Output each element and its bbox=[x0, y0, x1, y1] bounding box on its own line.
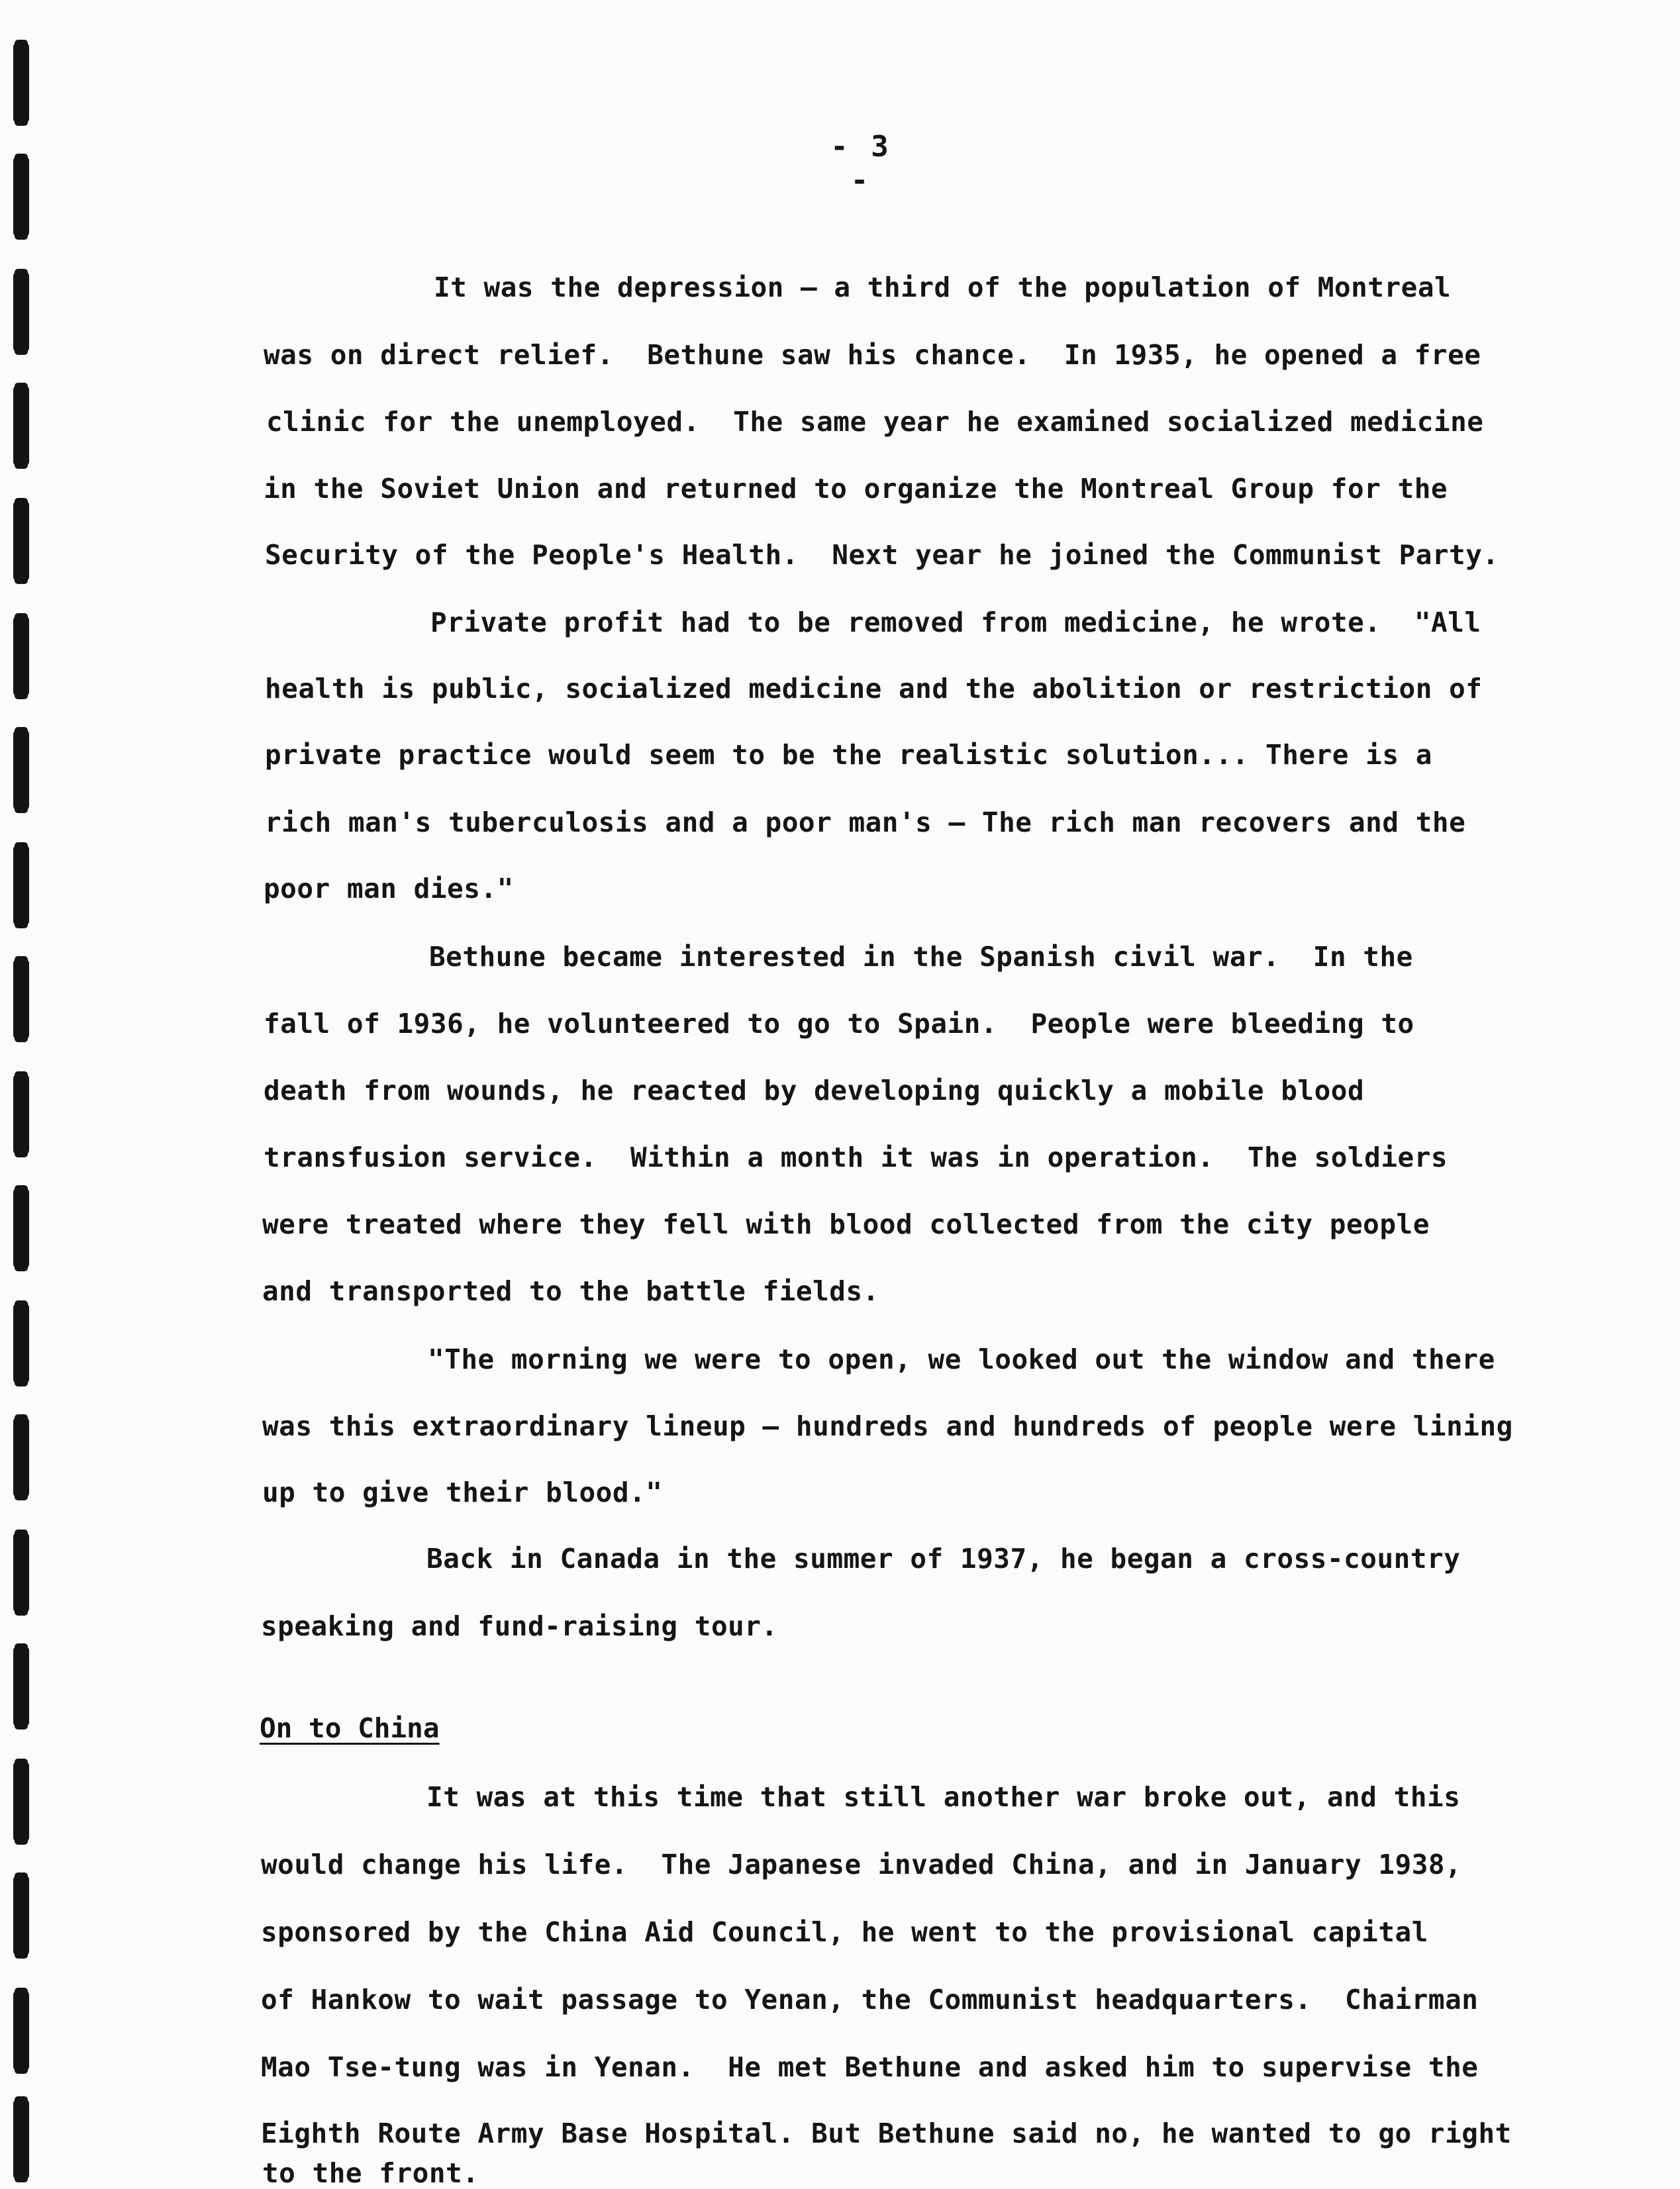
punch-hole bbox=[13, 959, 29, 1040]
punch-hole bbox=[13, 1188, 29, 1269]
text-line: of Hankow to wait passage to Yenan, the Communist headquarters. Chairman bbox=[261, 1984, 1479, 2016]
punch-hole bbox=[13, 616, 29, 697]
text-line: was this extraordinary lineup — hundreds and hundreds of people were lining bbox=[262, 1410, 1513, 1442]
text-line: death from wounds, he reacted by developing quickly a mobile blood bbox=[264, 1075, 1365, 1106]
punch-hole bbox=[13, 1303, 29, 1384]
punch-hole bbox=[13, 271, 29, 352]
punch-hole bbox=[13, 845, 29, 926]
text-line: sponsored by the China Aid Council, he went to the provisional capital bbox=[261, 1916, 1428, 1948]
text-line: Mao Tse-tung was in Yenan. He met Bethune and asked him to supervise the bbox=[261, 2051, 1479, 2083]
punch-hole bbox=[13, 730, 29, 810]
text-line: speaking and fund-raising tour. bbox=[261, 1610, 778, 1642]
text-line: Eighth Route Army Base Hospital. But Bethune said no, he wanted to go right bbox=[261, 2117, 1512, 2149]
text-line: It was at this time that still another war broke out, and this bbox=[426, 1781, 1461, 1813]
text-line: fall of 1936, he volunteered to go to Spain. People were bleeding to bbox=[264, 1008, 1414, 1040]
punch-hole bbox=[13, 501, 29, 581]
punch-hole bbox=[13, 385, 29, 466]
text-line: poor man dies." bbox=[264, 873, 514, 904]
punch-hole bbox=[13, 42, 29, 123]
text-line: Security of the People's Health. Next year he joined the Communist Party. bbox=[265, 539, 1499, 571]
text-line: to the front. bbox=[262, 2157, 479, 2189]
text-line: Back in Canada in the summer of 1937, he began a cross-country bbox=[426, 1543, 1461, 1575]
page-number: - 3 - bbox=[830, 130, 891, 197]
punch-hole bbox=[13, 1990, 29, 2071]
binder-punch-holes bbox=[9, 40, 33, 2185]
text-line: up to give their blood." bbox=[262, 1477, 663, 1508]
text-line: It was the depression — a third of the population of Montreal bbox=[434, 271, 1452, 303]
punch-hole bbox=[13, 1761, 29, 1842]
section-heading: On to China bbox=[260, 1712, 440, 1744]
text-line: transfusion service. Within a month it was in operation. The soldiers bbox=[264, 1142, 1448, 1173]
punch-hole bbox=[13, 1646, 29, 1727]
text-line: "The morning we were to open, we looked out the window and there bbox=[428, 1343, 1495, 1375]
punch-hole bbox=[13, 1532, 29, 1613]
text-line: and transported to the battle fields. bbox=[262, 1275, 879, 1307]
text-line: in the Soviet Union and returned to organize the Montreal Group for the bbox=[264, 473, 1448, 505]
punch-hole bbox=[13, 2099, 29, 2180]
punch-hole bbox=[13, 1417, 29, 1498]
punch-hole bbox=[13, 1875, 29, 1956]
text-line: Private profit had to be removed from medicine, he wrote. "All bbox=[430, 607, 1481, 638]
text-line: rich man's tuberculosis and a poor man's — The rich man recovers and the bbox=[265, 806, 1466, 838]
text-line: Bethune became interested in the Spanish civil war. In the bbox=[429, 941, 1413, 973]
text-line: private practice would seem to be the realistic solution... There is a bbox=[265, 739, 1432, 771]
text-line: would change his life. The Japanese invaded China, and in January 1938, bbox=[261, 1849, 1462, 1880]
punch-hole bbox=[13, 1074, 29, 1155]
text-line: health is public, socialized medicine and the abolition or restriction of bbox=[265, 673, 1483, 705]
text-line: were treated where they fell with blood collected from the city people bbox=[262, 1208, 1430, 1240]
text-line: was on direct relief. Bethune saw his chance. In 1935, he opened a free bbox=[264, 339, 1481, 371]
text-line: clinic for the unemployed. The same year he examined socialized medicine bbox=[266, 406, 1484, 438]
punch-hole bbox=[13, 156, 29, 237]
